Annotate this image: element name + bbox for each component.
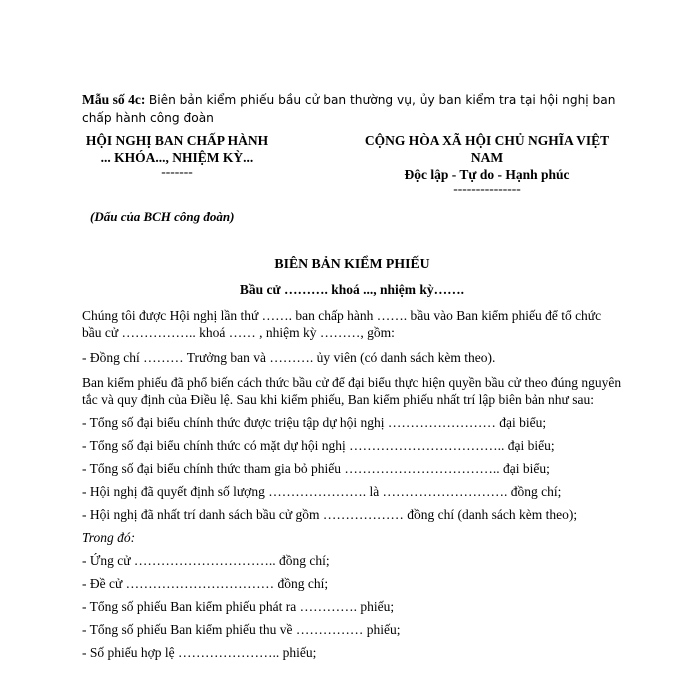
issuer-divider: ------- bbox=[161, 164, 193, 179]
form-code: Mẫu số 4c: bbox=[82, 92, 146, 107]
body-paragraph: - Tổng số đại biểu chính thức được triệu tập dự hội nghị …………………… đại biểu; bbox=[82, 415, 547, 430]
document-title: BIÊN BẢN KIỂM PHIẾU bbox=[274, 256, 430, 271]
body-paragraph: - Hội nghị đã nhất trí danh sách bầu cử gồm ……………… đồng chí (danh sách kèm theo); bbox=[82, 507, 578, 522]
body-paragraph: Trong đó: bbox=[82, 530, 136, 545]
body-paragraph: - Hội nghị đã quyết định số lượng …………………. là ………………………. đồng chí; bbox=[82, 484, 562, 499]
form-title: Biên bản kiểm phiếu bầu cử ban thường vụ, ủy ban kiểm tra tại hội nghị ban chấp hành công đoàn bbox=[82, 93, 616, 125]
body-paragraph: - Đề cử …………………………… đồng chí; bbox=[82, 576, 329, 591]
body-paragraph: - Tổng số đại biểu chính thức tham gia bỏ phiếu …………………………….. đại biểu; bbox=[82, 461, 550, 476]
body-paragraph: - Ứng cử ………………………….. đồng chí; bbox=[82, 553, 330, 568]
motto-divider: --------------- bbox=[453, 181, 521, 196]
body-paragraph: - Đồng chí ……… Trưởng ban và ………. ủy viên (có danh sách kèm theo). bbox=[82, 350, 496, 365]
body-paragraph: Chúng tôi được Hội nghị lần thứ ……. ban chấp hành ……. bầu vào Ban kiểm phiếu để tổ chức bầu cử …………….. khoá …… , nhiệm kỳ ………, gồm: bbox=[82, 308, 602, 340]
issuer-name: HỘI NGHỊ BAN CHẤP HÀNH bbox=[85, 133, 269, 148]
document-header bbox=[82, 132, 622, 195]
body-paragraph: Ban kiểm phiếu đã phổ biến cách thức bầu cử để đại biểu thực hiện quyền bầu cử theo đúng nguyên tắc và quy định của Điều lệ. Sau khi kiểm phiếu, Ban kiểm phiếu nhất trí lập biên bản như sau: bbox=[82, 375, 622, 407]
national-motto: Độc lập - Tự do - Hạnh phúc bbox=[404, 167, 570, 182]
document-page bbox=[82, 91, 622, 661]
form-heading bbox=[82, 91, 622, 127]
issuer-block bbox=[82, 132, 272, 195]
body-paragraph: - Tổng số phiếu Ban kiểm phiếu phát ra …………. phiếu; bbox=[82, 599, 395, 614]
body-paragraph: - Số phiếu hợp lệ ………………….. phiếu; bbox=[82, 645, 317, 660]
body-paragraph: - Tổng số đại biểu chính thức có mặt dự hội nghị …………………………….. đại biểu; bbox=[82, 438, 555, 453]
body-paragraph: - Tổng số phiếu Ban kiểm phiếu thu về …………… phiếu; bbox=[82, 622, 401, 637]
document-subtitle: Bầu cử ………. khoá ..., nhiệm kỳ……. bbox=[239, 282, 465, 297]
country-name: CỘNG HÒA XÃ HỘI CHỦ NGHĨA VIỆT NAM bbox=[364, 133, 610, 165]
national-motto-block bbox=[352, 132, 622, 195]
issuer-term: ... KHÓA..., NHIỆM KỲ... bbox=[100, 150, 254, 165]
seal-note: (Dấu của BCH công đoàn) bbox=[90, 209, 235, 224]
